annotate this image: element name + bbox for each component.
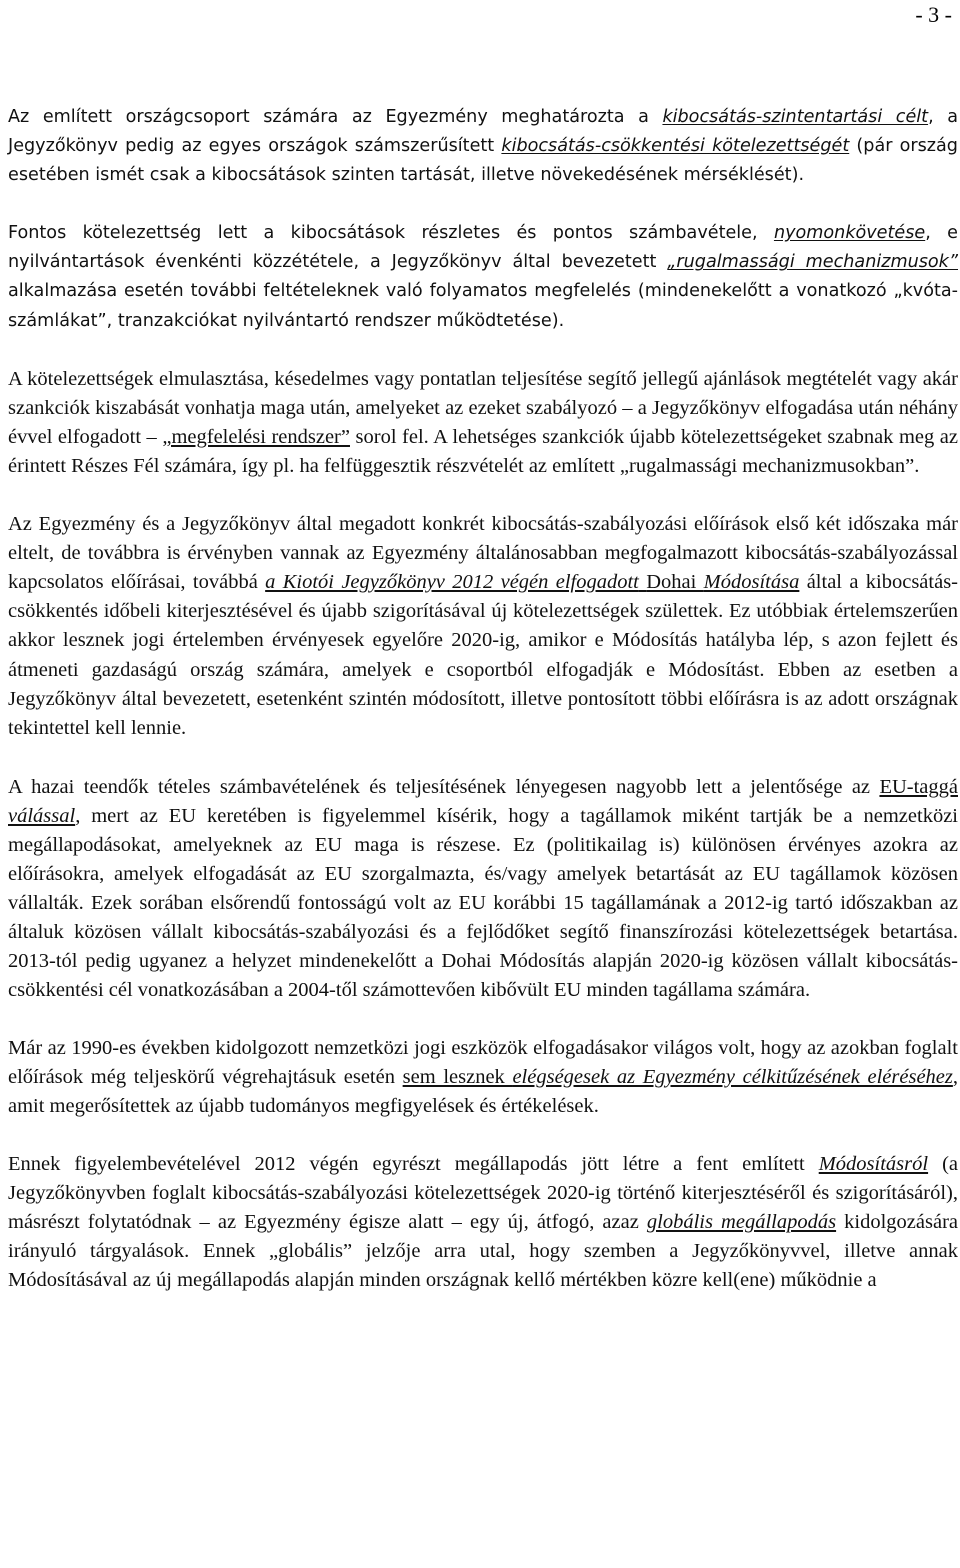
text-run: , e nyilvántartások évenkénti közzététele, a Jegyzőkönyv által bevezetett [8, 223, 958, 273]
paragraph [8, 365, 958, 481]
text-run: Fontos kötelezettség lett a kibocsátások részletes és pontos számbavétele, [8, 223, 774, 244]
paragraph [8, 773, 958, 1006]
emphasized-text: EU-taggá [879, 775, 958, 798]
emphasized-text: globális megállapodás [646, 1211, 837, 1233]
text-run: által a kibocsátás-csökkentés időbeli kiterjesztésével és újabb szigorításával új kötelezettségek születtek. Ez utóbbiak értelemszerűen akkor lesznek jogi értelemben érvényesek egyelőre 2020-ig, amikor e Módosítás hatályba lép, s azon fejlett és átmeneti gazdaságú ország számára, amelyek e csoportból elfogadják e Módosítást. Ebben az esetben a Jegyzőkönyv által bevezetett, esetenként szintén módosított, illetve pontosított többi előírásra is az adott országnak tekintettel kell lennie. [8, 571, 958, 739]
emphasized-text: kibocsátás-szintentartási célt [662, 107, 929, 127]
emphasized-text: sem lesznek [402, 1065, 513, 1088]
emphasized-text: nyomonkövetése [773, 223, 926, 244]
emphasized-text: elégségesek az Egyezmény célkitűzésének eléréséhez [512, 1065, 953, 1088]
paragraph [8, 1150, 958, 1295]
page-number: - 3 - [915, 2, 952, 27]
document-body [8, 103, 958, 1295]
text-run: , a Jegyzőkönyv pedig az egyes országok számszerűsített [8, 107, 958, 157]
emphasized-text: válással [8, 804, 76, 827]
text-run: sorol fel. A lehetséges szankciók újabb kötelezettségeket szabnak meg az érintett Részes Fél számára, így pl. ha felfüggesztik részvételét az említett „rugalmassági mechanizmusokban”. [8, 425, 958, 477]
text-run: Az említett országcsoport számára az Egyezmény meghatározta a [8, 107, 663, 127]
emphasized-text: Dohai [646, 571, 704, 594]
text-run: , mert az EU keretében is figyelemmel kísérik, hogy a tagállamok miként tartják be a nemzetközi megállapodásokat, amelyeknek az EU maga is részese. Ez (politikailag is) különösen érvényes azokra az előírásokra, amelyek elfogadását az EU szorgalmazta, és/vagy amelyek betartását az EU tagállamok közösen vállalták. Ezek sorában elsőrendű fontosságú volt az EU korábbi 15 tagállamának a 2012-ig tartó időszakban az általuk közösen vállalt kibocsátás-szabályozási és a fejlődőket segítő finanszírozási kötelezettségek betartása. 2013-tól pedig ugyanez a helyzet mindenekelőtt a Dohai Módosítás alapján 2020-ig közösen vállalt kibocsátás-csökkentési cél vonatkozásában a 2004-től számottevően kibővült EU minden tagállama számára. [8, 804, 958, 1002]
emphasized-text: „rugalmassági mechanizmusok” [667, 252, 958, 273]
emphasized-text: Módosításról [818, 1152, 929, 1175]
text-run: Már az 1990-es években kidolgozott nemzetközi jogi eszközök elfogadásakor világos volt, hogy az azokban foglalt előírások még teljeskörű végrehajtásuk esetén [8, 1036, 958, 1088]
text-run: (a Jegyzőkönyvben foglalt kibocsátás-szabályozási kötelezettségek 2020-ig történő kiterjesztéséről és szigorításáról), másrészt folytatódnak – az Egyezmény égisze alatt – egy új, átfogó, azaz [8, 1152, 958, 1233]
text-run: Ennek figyelembevételével 2012 végén egyrészt megállapodás jött létre a fent említett [8, 1152, 819, 1175]
text-run: kidolgozására irányuló tárgyalások. Ennek „globális” jelzője arra utal, hogy szemben a Jegyzőkönyvvel, illetve annak Módosításával az új megállapodás alapján minden országnak kellő mértékben közre kell(ene) működnie a [8, 1211, 959, 1292]
text-run: alkalmazása esetén további feltételeknek való folyamatos megfelelés (mindenekelőtt a vonatkozó „kvóta-számlákat”, tranzakciókat nyilvántartó rendszer működtetése). [8, 281, 958, 331]
paragraph [8, 510, 958, 743]
text-run: , amit megerősítettek az újabb tudományos megfigyelések és értékelések. [8, 1065, 958, 1117]
text-run: A kötelezettségek elmulasztása, késedelmes vagy pontatlan teljesítése segítő jellegű ajánlások megtételét vagy akár szankciók kiszabását vonhatja maga után, amelyeket az ezeket szabályozó – a Jegyzőkönyv elfogadása után néhány évvel elfogadott – [8, 367, 958, 448]
paragraph [8, 1034, 958, 1121]
emphasized-text: kibocsátás-csökkentési kötelezettségét [501, 136, 850, 157]
emphasized-text: „megfelelési rendszer” [162, 425, 350, 448]
text-run: (pár ország esetében ismét csak a kibocsátások szinten tartását, illetve növekedésének mérséklését). [8, 136, 958, 186]
emphasized-text: Módosítása [703, 571, 800, 594]
paragraph [8, 103, 958, 190]
text-run: Az Egyezmény és a Jegyzőkönyv által megadott konkrét kibocsátás-szabályozási előírások első két időszaka már eltelt, de továbbra is érvényben vannak az Egyezmény általánosabban megfogalmazott kibocsátás-szabályozással kapcsolatos előírásai, továbbá [8, 513, 958, 594]
text-run: A hazai teendők tételes számbavételének és teljesítésének lényegesen nagyobb lett a jelentősége az [8, 775, 880, 798]
emphasized-text: a Kiotói Jegyzőkönyv 2012 végén elfogadott [265, 571, 639, 594]
paragraph [8, 219, 958, 335]
